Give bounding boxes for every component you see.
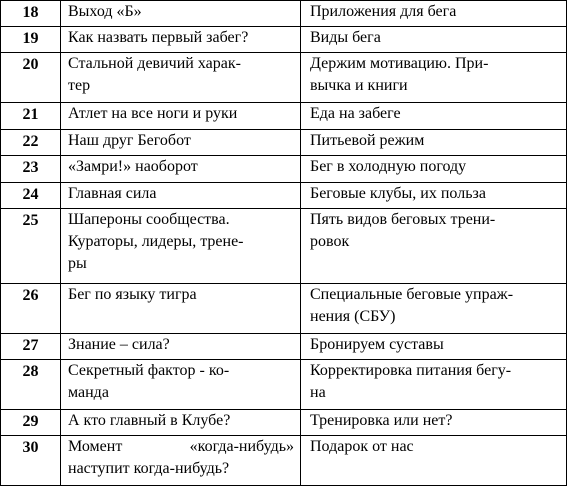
session-title-line: манда xyxy=(68,384,109,401)
session-title: Как назвать первый забег? xyxy=(61,27,301,53)
session-topic-line: Пять видов беговых трени- xyxy=(310,211,496,228)
session-topic-line: Корректировка питания бегу- xyxy=(310,362,512,379)
session-title xyxy=(61,360,301,410)
session-topic: Виды бега xyxy=(301,27,567,53)
table-row xyxy=(1,410,567,436)
row-number: 25 xyxy=(1,209,61,284)
session-topic: Бег в холодную погоду xyxy=(301,156,567,183)
session-title-line: Шапероны сообщества. xyxy=(68,211,230,228)
session-title-line: Момент «когда-нибудь» xyxy=(68,438,294,455)
row-number: 30 xyxy=(1,436,61,486)
session-topic xyxy=(301,53,567,103)
session-title-line: Стальной девичий харак- xyxy=(68,55,241,72)
table-row xyxy=(1,27,567,53)
row-number: 27 xyxy=(1,334,61,360)
table-row xyxy=(1,53,567,103)
session-title: Наш друг Бегобот xyxy=(61,130,301,156)
table-row xyxy=(1,130,567,156)
session-topic: Приложения для бега xyxy=(301,1,567,27)
session-title-line: тер xyxy=(68,77,91,94)
session-topic-line: нения (СБУ) xyxy=(310,308,396,325)
session-topic xyxy=(301,284,567,334)
session-title: «Замри!» наоборот xyxy=(61,156,301,183)
session-topic xyxy=(301,209,567,284)
session-topic-line: вычка и книги xyxy=(310,77,408,94)
session-title xyxy=(61,209,301,284)
session-title: Выход «Б» xyxy=(61,1,301,27)
table-row xyxy=(1,360,567,410)
table-row xyxy=(1,436,567,486)
table-row xyxy=(1,103,567,130)
row-number: 18 xyxy=(1,1,61,27)
session-topic-line: Держим мотивацию. При- xyxy=(310,55,489,72)
session-title-line: ры xyxy=(68,255,87,272)
session-topic: Подарок от нас xyxy=(301,436,567,486)
row-number: 19 xyxy=(1,27,61,53)
session-title-line: Секретный фактор - ко- xyxy=(68,362,230,379)
session-topic: Еда на забеге xyxy=(301,103,567,130)
session-title: Атлет на все ноги и руки xyxy=(61,103,301,130)
session-topic-line: Специальные беговые упраж- xyxy=(310,286,514,303)
row-number: 24 xyxy=(1,183,61,209)
session-topic-line: на xyxy=(310,384,326,401)
session-topic: Бронируем суставы xyxy=(301,334,567,360)
session-title: Главная сила xyxy=(61,183,301,209)
session-topic: Беговые клубы, их польза xyxy=(301,183,567,209)
session-title: Знание – сила? xyxy=(61,334,301,360)
row-number: 22 xyxy=(1,130,61,156)
table-row xyxy=(1,183,567,209)
session-topic-line: ровок xyxy=(310,233,350,250)
row-number: 21 xyxy=(1,103,61,130)
session-title xyxy=(61,53,301,103)
row-number: 26 xyxy=(1,284,61,334)
session-title: Бег по языку тигра xyxy=(61,284,301,334)
session-topic: Тренировка или нет? xyxy=(301,410,567,436)
session-title-line: Кураторы, лидеры, трене- xyxy=(68,233,244,250)
session-title: А кто главный в Клубе? xyxy=(61,410,301,436)
table-row xyxy=(1,156,567,183)
row-number: 28 xyxy=(1,360,61,410)
table-row xyxy=(1,209,567,284)
table-row xyxy=(1,284,567,334)
session-topic xyxy=(301,360,567,410)
session-title xyxy=(61,436,301,486)
table-row xyxy=(1,1,567,27)
table-row xyxy=(1,334,567,360)
row-number: 29 xyxy=(1,410,61,436)
row-number: 20 xyxy=(1,53,61,103)
session-title-line: наступит когда-нибудь? xyxy=(68,460,230,477)
session-topic: Питьевой режим xyxy=(301,130,567,156)
row-number: 23 xyxy=(1,156,61,183)
